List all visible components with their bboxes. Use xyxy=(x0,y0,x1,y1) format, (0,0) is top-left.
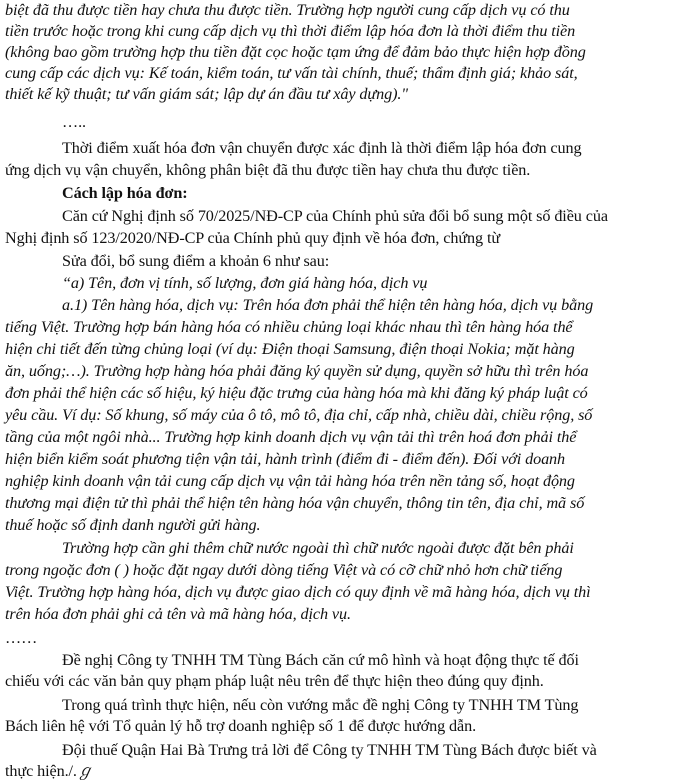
text-line: ăn, uống;…). Trường hợp hàng hóa phải đăng ký quyền sử dụng, quyền sở hữu thì trên hóa xyxy=(5,362,589,380)
text-line: Bách liên hệ với Tổ quản lý hỗ trợ doanh nghiệp số 1 để được hướng dẫn. xyxy=(5,717,477,735)
text-line: Việt. Trường hợp hàng hóa, dịch vụ được giao dịch có quy định về mã hàng hóa, dịch vụ thì xyxy=(5,583,591,601)
text-line: trong ngoặc đơn ( ) hoặc đặt ngay dưới dòng tiếng Việt và có cỡ chữ nhỏ hơn chữ tiếng xyxy=(5,561,563,579)
text-line: Căn cứ Nghị định số 70/2025/NĐ-CP của Chính phủ sửa đổi bổ sung một số điều của xyxy=(62,207,608,225)
text-line: cung cấp các dịch vụ: Kế toán, kiểm toán, tư vấn tài chính, thuế; thẩm định giá; khảo sát, xyxy=(5,64,578,82)
text-line: (không bao gồm trường hợp thu tiền đặt cọc hoặc tạm ứng để đảm bảo thực hiện hợp đồng xyxy=(5,43,586,61)
text-line: chiếu với các văn bản quy phạm pháp luật nêu trên để thực hiện theo đúng quy định. xyxy=(5,672,544,690)
text-line: thương mại điện tử thì phải thể hiện tên hàng hóa vận chuyển, thông tin tên, địa chỉ, mã số xyxy=(5,494,585,512)
text-line: Sửa đổi, bổ sung điểm a khoản 6 như sau: xyxy=(62,252,330,270)
text-line: đơn phải thể hiện các số hiệu, ký hiệu đặc trưng của hàng hóa mà khi đăng ký pháp luật có xyxy=(5,384,588,402)
text-line: biệt đã thu được tiền hay chưa thu được tiền. Trường hợp người cung cấp dịch vụ có thu xyxy=(5,1,570,19)
closing-mark: ℊ xyxy=(76,762,93,780)
text-line: trên hóa đơn phải ghi cả tên và mã hàng hóa, dịch vụ. xyxy=(5,605,351,623)
text-line: hiện chi tiết đến từng chủng loại (ví dụ: Điện thoại Samsung, điện thoại Nokia; mặt hàng xyxy=(5,340,575,358)
text-line: nghiệp kinh doanh vận tải cung cấp dịch vụ vận tải hàng hóa trên nền tảng số, hoạt động xyxy=(5,472,575,490)
text-line: Đề nghị Công ty TNHH TM Tùng Bách căn cứ mô hình và hoạt động thực tế đối xyxy=(62,651,579,669)
ellipsis: ….. xyxy=(62,113,86,131)
text-line: thuế hoặc số định danh người gửi hàng. xyxy=(5,516,261,534)
section-heading: Cách lập hóa đơn: xyxy=(62,184,188,202)
text-line: ứng dịch vụ vận chuyển, không phân biệt đã thu được tiền hay chưa thu được tiền. xyxy=(5,161,531,179)
text-line: Trường hợp cần ghi thêm chữ nước ngoài thì chữ nước ngoài được đặt bên phải xyxy=(62,539,574,557)
text-line: a.1) Tên hàng hóa, dịch vụ: Trên hóa đơn phải thể hiện tên hàng hóa, dịch vụ bằng xyxy=(62,296,594,314)
text-line: Đội thuế Quận Hai Bà Trưng trả lời để Công ty TNHH TM Tùng Bách được biết và xyxy=(62,741,597,759)
text-line: Nghị định số 123/2020/NĐ-CP của Chính phủ quy định về hóa đơn, chứng từ xyxy=(5,229,501,247)
text-line: tiếng Việt. Trường hợp bán hàng hóa có nhiều chủng loại khác nhau thì tên hàng hóa thể xyxy=(5,318,573,336)
text-line: Trong quá trình thực hiện, nếu còn vướng mắc đề nghị Công ty TNHH TM Tùng xyxy=(62,696,579,714)
text-line: tầng của một ngôi nhà... Trường hợp kinh doanh dịch vụ vận tải thì trên hoá đơn phải thể xyxy=(5,428,577,446)
text-line: hiện biển kiểm soát phương tiện vận tải, hành trình (điểm đi - điểm đến). Đối với doanh xyxy=(5,450,566,468)
text-line: tiền trước hoặc trong khi cung cấp dịch vụ thì thời điểm lập hóa đơn là thời điểm thu tiền xyxy=(5,22,576,40)
text-line: thiết kế kỹ thuật; tư vấn giám sát; lập dự án đầu tư xây dựng)." xyxy=(5,85,408,103)
closing-text: thực hiện./. xyxy=(5,762,77,780)
ellipsis: …… xyxy=(5,629,38,647)
text-line: yêu cầu. Ví dụ: Số khung, số máy của ô tô, mô tô, địa chỉ, cấp nhà, chiều dài, chiều rộng, số xyxy=(5,406,593,424)
text-line: Thời điểm xuất hóa đơn vận chuyển được xác định là thời điểm lập hóa đơn cung xyxy=(62,139,582,157)
text-line: “a) Tên, đơn vị tính, số lượng, đơn giá hàng hóa, dịch vụ xyxy=(62,274,428,292)
text-line xyxy=(5,761,93,781)
